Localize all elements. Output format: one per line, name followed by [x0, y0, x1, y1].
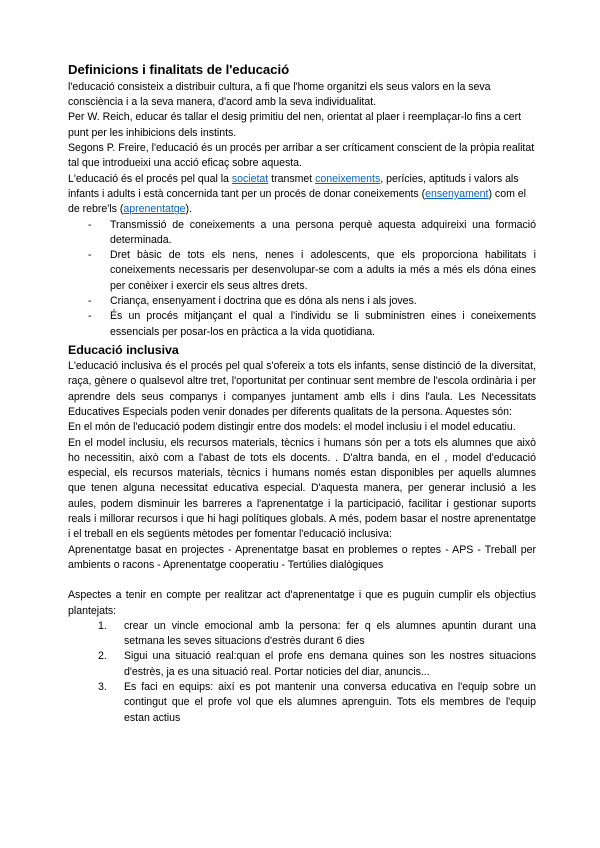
- intro-paragraph-3: Segons P. Freire, l'educació és un procés per arribar a ser críticament conscient de la pròpia realitat tal que introdueixi una acció eficaç sobre aquesta.: [68, 142, 535, 170]
- aspects-numbered-list: [68, 619, 536, 726]
- paragraph-spacer: [68, 573, 536, 588]
- inclusive-paragraph-1: L'educació inclusiva és el procés pel qual s'ofereix a tots els infants, sense distinció de la diversitat, raça, gènere o qualsevol altre tret, l'oportunitat per continuar sent membre de l'escola ordinària i per aprendre dels seus companys i companyes juntament amb ells i dins l'aula. Les Necessitats Educatives Especials poden venir donades per diferents qualitats de la persona. Aquestes són:: [68, 360, 536, 418]
- list-item: [68, 248, 536, 294]
- list-item-text: Dret bàsic de tots els nens, nenes i adolescents, que els proporciona habilitats i coneixements necessaris per desenvolupar-se com a adults ia més a més els dóna eines per conèixer i exercir els seus altres drets.: [110, 249, 536, 292]
- list-item-text: Es faci en equips: així es pot mantenir una conversa educativa en l'equip sobre un contingut que el profe vol que els alumnes aprenguin. Tots els membres de l'equip estan actius: [124, 681, 536, 724]
- list-item-text: És un procés mitjançant el qual a l'individu se li subministren eines i coneixements essencials per posar-los en pràctica a la vida quotidiana.: [110, 310, 536, 338]
- dash-bullet-icon: -: [88, 218, 92, 231]
- section-title-educacio-inclusiva: Educació inclusiva: [68, 342, 179, 357]
- link-aprenentatge[interactable]: aprenentatge: [123, 203, 186, 216]
- list-item-number: 3.: [98, 681, 107, 693]
- list-item-text: Transmissió de coneixements a una persona perquè aquesta adquireixi una formació determinada.: [110, 218, 536, 246]
- list-item-number: 2.: [98, 650, 107, 663]
- list-item-text: Sigui una situació real:quan el profe ens demana quines son les nostres situacions d'estrès, ja es una situació real. Portar noticies del diar, anuncis...: [124, 650, 536, 678]
- list-item: [68, 680, 536, 726]
- definition-text-part-3: , perícies, aptituds i valors als infants i adults i està concernida tant per un procés de donar coneixements (: [68, 172, 519, 200]
- dash-bullet-icon: -: [88, 295, 92, 308]
- inclusive-paragraph-3: En el model inclusiu, els recursos materials, tècnics i humans són per a tots els alumnes que això ho necessitin, això com a l'abast de tots els docents. . D'altra banda, en el , model d'educació especial, els recursos materials, tècnics i humans només estan disponibles per aquells alumnes que tenen alguna necessitat educativa especial. D'aquesta manera, per generar inclusió a les aules, podem disminuir les barreres a l'aprenentatge i la participació, facilitar i gestionar suports reals i millorar recursos i que hi hagi polítiques globals. A més, podem basar el nostre aprenentatge i el treball en els següents mètodes per fomentar l'educació inclusiva:: [68, 436, 536, 541]
- definition-paragraph: [68, 172, 536, 218]
- list-item-text: crear un vincle emocional amb la persona: fer q els alumnes apuntin durant una setmana les seves situacions d'estrès durant 6 dies: [124, 619, 536, 648]
- list-item: [68, 218, 536, 249]
- dash-bullet-icon: -: [88, 249, 92, 262]
- page-title: Definicions i finalitats de l'educació: [68, 62, 290, 77]
- definition-text-part-5: ).: [185, 203, 192, 216]
- link-societat[interactable]: societat: [231, 172, 269, 185]
- aspects-intro-paragraph: Aspectes a tenir en compte per realitzar act d'aprenentatge i que es puguin cumplir els objectius plantejats:: [68, 589, 536, 617]
- dash-bullet-icon: -: [88, 310, 92, 323]
- definition-text-part-4: ) com el de rebre'ls (: [68, 187, 526, 216]
- link-coneixements[interactable]: coneixements: [315, 172, 381, 185]
- definition-bullet-list: [68, 218, 536, 340]
- definition-text-part-1: L'educació és el procés pel qual la: [68, 172, 232, 185]
- list-item-text: Criança, ensenyament i doctrina que es dóna als nens i als joves.: [110, 295, 417, 308]
- list-item: [68, 309, 536, 340]
- intro-paragraph-1: l'educació consisteix a distribuir cultura, a fi que l'home organitzi els seus valors en la seva consciència i a la seva manera, d'acord amb la seva individualitat.: [68, 80, 491, 109]
- list-item-number: 1.: [98, 619, 107, 632]
- inclusive-paragraph-2: En el món de l'educació podem distingir entre dos models: el model inclusiu i el model educatiu.: [68, 421, 516, 434]
- list-item: [68, 649, 536, 680]
- link-ensenyament[interactable]: ensenyament: [425, 187, 489, 200]
- intro-paragraph-2: Per W. Reich, educar és tallar el desig primitiu del nen, orientat al plaer i reemplaçar-lo fins a cert punt per les inhibicions dels instints.: [68, 111, 522, 139]
- inclusive-methods-line: Aprenentatge basat en projectes - Aprenentatge basat en problemes o reptes - APS - Treball per ambients o racons - Aprenentatge cooperatiu - Tertúlies dialògiques: [68, 543, 536, 571]
- document-body: [68, 62, 536, 726]
- list-item: [68, 619, 536, 650]
- list-item: [68, 294, 536, 309]
- definition-text-part-2: transmet: [268, 172, 316, 185]
